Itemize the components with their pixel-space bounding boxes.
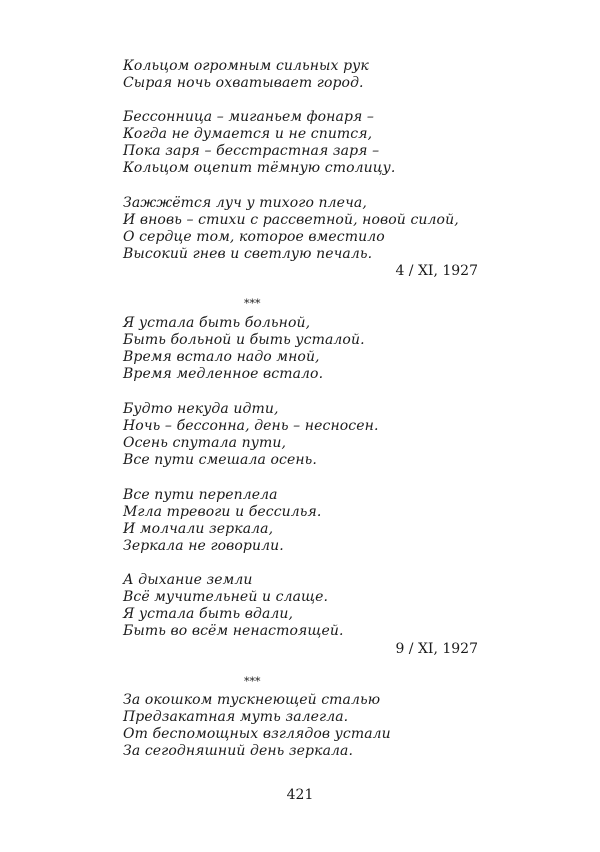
poem-line: Сырая ночь охватывает город.	[123, 75, 364, 91]
poem-line: Я устала быть вдали,	[123, 606, 294, 622]
poem-date: 9 / XI, 1927	[395, 641, 478, 657]
poem-line: А дыхание земли	[123, 572, 253, 588]
poem-line: Зеркала не говорили.	[123, 538, 284, 554]
poem-line: Высокий гнев и светлую печаль.	[123, 246, 373, 262]
poem-line: И вновь – стихи с рассветной, новой силой,	[123, 212, 459, 228]
poem-line: От беспомощных взглядов устали	[123, 726, 391, 742]
poem-line: Предзакатная муть залегла.	[123, 709, 349, 725]
poem-line: Бессонница – миганьем фонаря –	[123, 109, 375, 125]
poem-line: Всё мучительней и слаще.	[123, 589, 329, 605]
poem-line: Быть во всём ненастоящей.	[123, 623, 344, 639]
poem-line: Осень спутала пути,	[123, 435, 286, 451]
poem-line: Время медленное встало.	[123, 366, 324, 382]
poem-line: О сердце том, которое вместило	[123, 229, 385, 245]
poem-line: Быть больной и быть усталой.	[123, 332, 365, 348]
poem-line: Время встало надо мной,	[123, 349, 320, 365]
page-number: 421	[286, 787, 314, 803]
poem-line: За сегодняшний день зеркала.	[123, 743, 354, 759]
poem-line: Все пути смешала осень.	[123, 452, 317, 468]
poem-line: Мгла тревоги и бессилья.	[123, 504, 322, 520]
section-separator: ***	[244, 675, 261, 688]
poem-line: За окошком тускнеющей сталью	[123, 692, 381, 708]
poem-line: И молчали зеркала,	[123, 521, 274, 537]
section-separator: ***	[244, 297, 261, 310]
poem-line: Пока заря – бесстрастная заря –	[123, 143, 380, 159]
poem-line: Будто некуда идти,	[123, 401, 279, 417]
poem-line: Ночь – бессонна, день – несносен.	[123, 418, 379, 434]
poem-line: Я устала быть больной,	[123, 315, 311, 331]
poem-date: 4 / XI, 1927	[395, 263, 478, 279]
poem-line: Кольцом огромным сильных рук	[123, 58, 369, 74]
poem-line: Зажжётся луч у тихого плеча,	[123, 195, 367, 211]
poem-line: Все пути переплела	[123, 487, 278, 503]
poem-line: Когда не думается и не спится,	[123, 126, 373, 142]
poem-line: Кольцом оцепит тёмную столицу.	[123, 160, 396, 176]
